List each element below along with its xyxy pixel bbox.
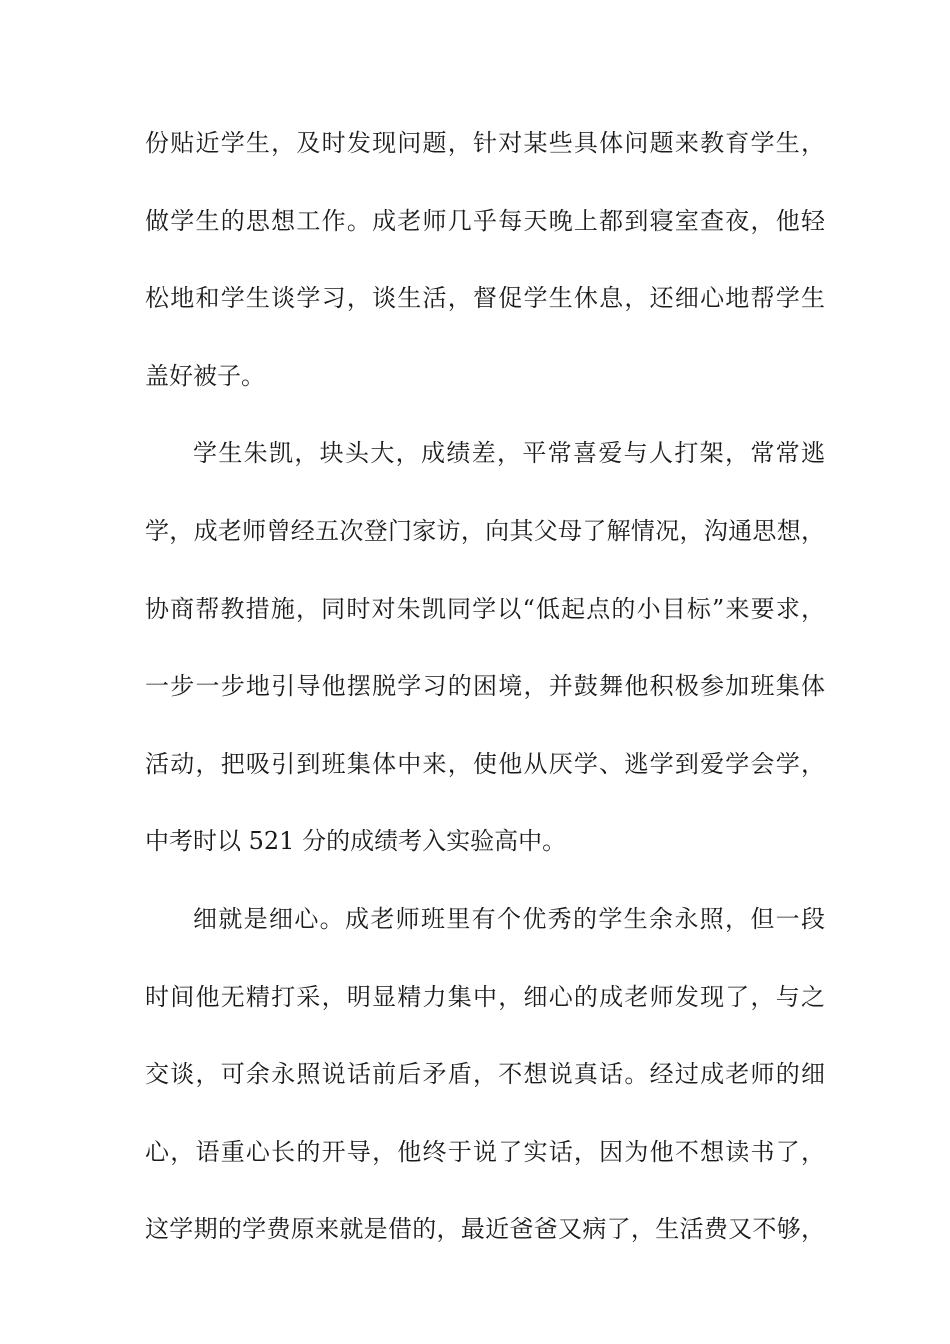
text-line: 时间他无精打采，明显精力集中，细心的成老师发现了，与之 bbox=[145, 982, 825, 1011]
document-body bbox=[145, 131, 825, 1295]
text-line: 细就是细心。成老师班里有个优秀的学生余永照，但一段 bbox=[193, 904, 825, 933]
text-line: 做学生的思想工作。成老师几乎每天晚上都到寝室查夜，他轻 bbox=[145, 206, 825, 235]
text-line: 活动，把吸引到班集体中来，使他从厌学、逃学到爱学会学， bbox=[145, 749, 825, 778]
text-line: 学，成老师曾经五次登门家访，向其父母了解情况，沟通思想， bbox=[145, 516, 825, 545]
text-line: 份贴近学生，及时发现问题，针对某些具体问题来教育学生， bbox=[145, 129, 825, 157]
text-line: 中考时以 521 分的成绩考入实验高中。 bbox=[145, 827, 567, 856]
text-line: 一步一步地引导他摆脱学习的困境，并鼓舞他积极参加班集体 bbox=[145, 672, 825, 701]
text-line: 盖好被子。 bbox=[145, 361, 265, 390]
text-line: 协商帮教措施，同时对朱凯同学以“低起点的小目标”来要求， bbox=[145, 594, 825, 623]
text-line: 松地和学生谈学习，谈生活，督促学生休息，还细心地帮学生 bbox=[145, 284, 825, 313]
text-line: 心，语重心长的开导，他终于说了实话，因为他不想读书了， bbox=[145, 1137, 825, 1166]
text-line: 学生朱凯，块头大，成绩差，平常喜爱与人打架，常常逃 bbox=[193, 439, 825, 468]
text-line: 交谈，可余永照说话前后矛盾，不想说真话。经过成老师的细 bbox=[145, 1060, 825, 1089]
text-line: 这学期的学费原来就是借的，最近爸爸又病了，生活费又不够， bbox=[145, 1215, 825, 1244]
